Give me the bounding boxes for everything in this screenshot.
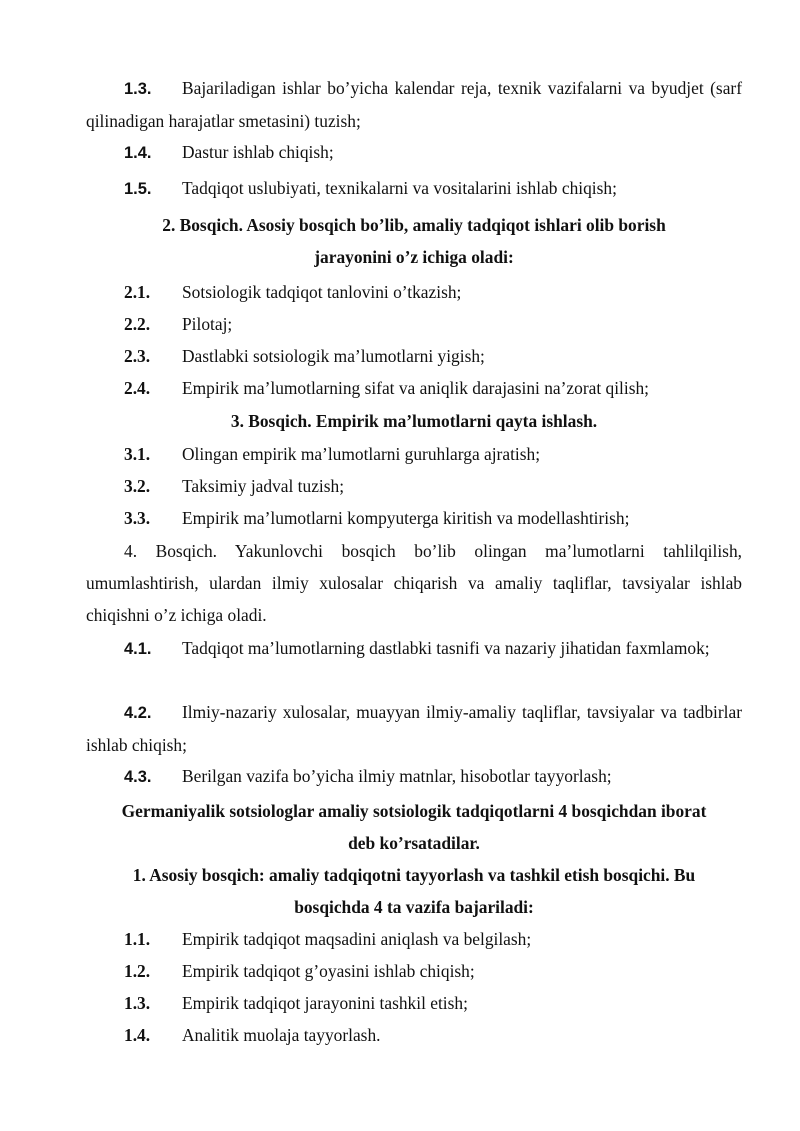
list-item	[86, 276, 742, 308]
list-item	[86, 172, 742, 205]
item-text: Berilgan vazifa bo’yicha ilmiy matnlar, hisobotlar tayyorlash;	[182, 766, 612, 786]
item-text: Ilmiy-nazariy xulosalar, muayyan ilmiy-amaliy taqliflar, tavsiyalar va tadbirlar ishlab chiqish;	[86, 702, 742, 755]
item-text: Olingan empirik ma’lumotlarni guruhlarga ajratish;	[182, 444, 541, 464]
item-number: 2.3.	[124, 346, 151, 366]
item-text: Bajariladigan ishlar bo’yicha kalendar reja, texnik vazifalarni va byudjet (sarf qilinadigan harajatlar smetasini) tuzish;	[86, 78, 742, 131]
list-item	[86, 632, 742, 665]
item-text: Analitik muolaja tayyorlash.	[182, 1025, 381, 1045]
item-text: Tadqiqot uslubiyati, texnikalarni va vositalarini ishlab chiqish;	[182, 178, 617, 198]
list-item	[86, 923, 742, 955]
list-item	[86, 955, 742, 987]
list-item	[86, 470, 742, 502]
item-text: Dastur ishlab chiqish;	[182, 142, 334, 162]
item-number: 1.3.	[124, 80, 152, 98]
item-text: Tadqiqot ma’lumotlarning dastlabki tasnifi va nazariy jihatidan faxmlamok;	[182, 638, 710, 658]
section-heading-continuation: deb ko’rsatadilar.	[348, 833, 480, 853]
list-item	[86, 340, 742, 372]
list-item	[86, 502, 742, 534]
list-item	[86, 308, 742, 340]
item-number: 1.3.	[124, 993, 151, 1013]
list-item	[86, 760, 742, 793]
item-text: Taksimiy jadval tuzish;	[182, 476, 345, 496]
section-heading: Germaniyalik sotsiologlar amaliy sotsiologik tadqiqotlarni 4 bosqichdan iborat	[121, 801, 707, 821]
list-item	[86, 1019, 742, 1051]
list-item	[86, 438, 742, 470]
list-item	[86, 136, 742, 169]
item-number: 1.4.	[124, 1025, 151, 1045]
item-number: 3.3.	[124, 508, 151, 528]
item-text: Dastlabki sotsiologik ma’lumotlarni yigish;	[182, 346, 485, 366]
item-text: Empirik ma’lumotlarning sifat va aniqlik darajasini na’zorat qilish;	[182, 378, 650, 398]
stage-paragraph: 4. Bosqich. Yakunlovchi bosqich bo’lib olingan ma’lumotlarni tahlilqilish, umumlashtirish, ulardan ilmiy xulosalar chiqarish va amaliy taqliflar, tavsiyalar ishlab chiqishni o’z ichiga oladi.	[86, 541, 742, 625]
item-number: 4.1.	[124, 640, 152, 658]
list-item	[86, 987, 742, 1019]
item-number: 1.5.	[124, 180, 152, 198]
item-number: 4.2.	[124, 704, 152, 722]
section-heading-continuation: jarayonini o’z ichiga oladi:	[314, 247, 514, 267]
list-item	[86, 696, 742, 761]
item-text: Empirik ma’lumotlarni kompyuterga kiritish va modellashtirish;	[182, 508, 630, 528]
section-heading: 3. Bosqich. Empirik ma’lumotlarni qayta ishlash.	[230, 411, 598, 431]
item-number: 1.4.	[124, 144, 152, 162]
section-heading: 2. Bosqich. Asosiy bosqich bo’lib, amaliy tadqiqot ishlari olib borish	[162, 215, 666, 235]
list-item	[86, 372, 742, 404]
item-text: Empirik tadqiqot g’oyasini ishlab chiqish;	[182, 961, 475, 981]
item-number: 3.1.	[124, 444, 151, 464]
item-number: 1.1.	[124, 929, 151, 949]
item-number: 2.2.	[124, 314, 151, 334]
item-number: 4.3.	[124, 768, 152, 786]
item-text: Sotsiologik tadqiqot tanlovini o’tkazish;	[182, 282, 462, 302]
item-text: Empirik tadqiqot maqsadini aniqlash va belgilash;	[182, 929, 532, 949]
subsection-heading-continuation: bosqichda 4 ta vazifa bajariladi:	[294, 897, 534, 917]
item-number: 2.4.	[124, 378, 151, 398]
item-number: 3.2.	[124, 476, 151, 496]
item-text: Empirik tadqiqot jarayonini tashkil etish;	[182, 993, 468, 1013]
item-number: 2.1.	[124, 282, 151, 302]
item-text: Pilotaj;	[182, 314, 233, 334]
item-number: 1.2.	[124, 961, 151, 981]
list-item	[86, 72, 742, 137]
subsection-heading: 1. Asosiy bosqich: amaliy tadqiqotni tayyorlash va tashkil etish bosqichi. Bu	[132, 865, 696, 885]
